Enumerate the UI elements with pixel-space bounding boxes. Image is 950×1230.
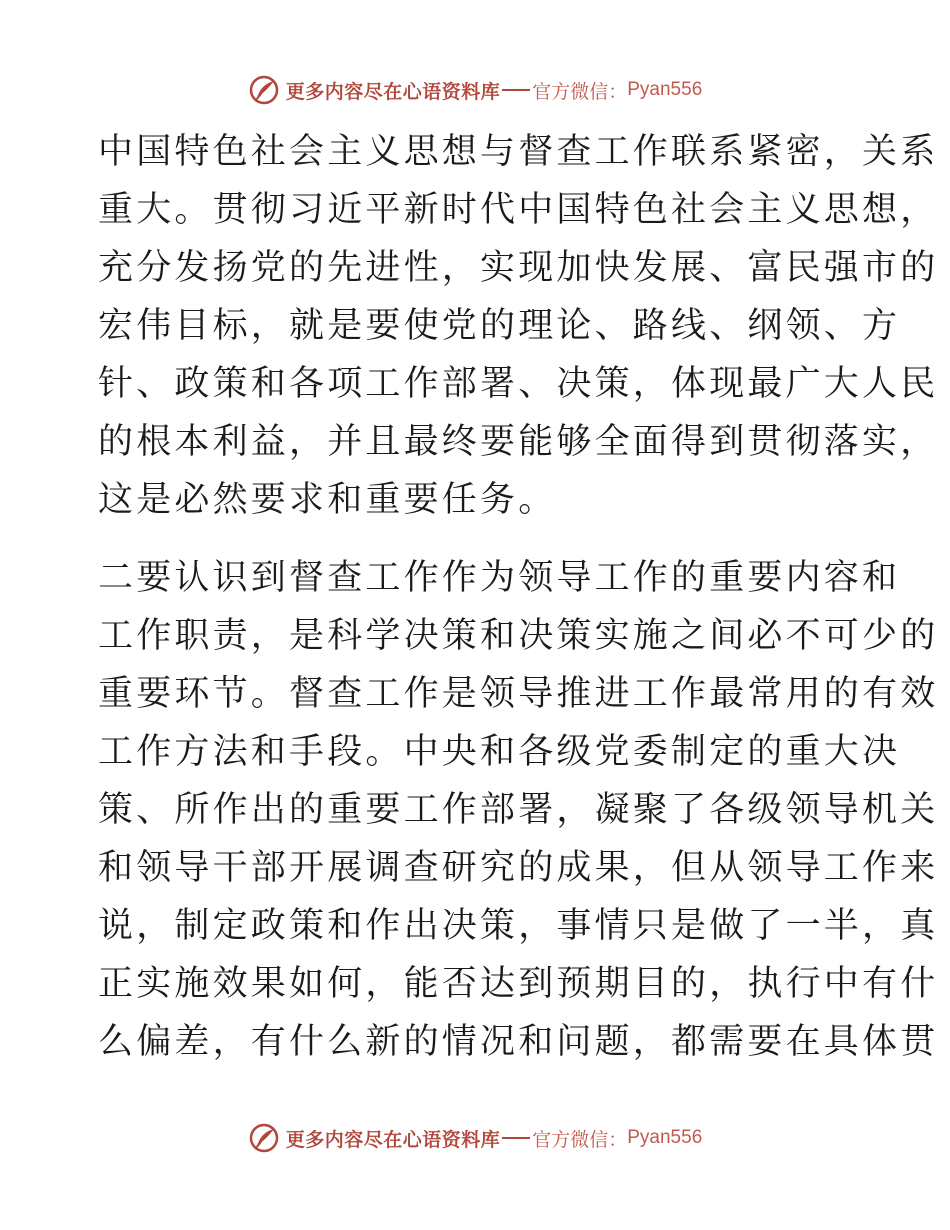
footer-banner-id: Pyan556 xyxy=(627,1127,703,1148)
paragraph-2 xyxy=(98,549,939,1071)
footer-watermark-banner xyxy=(0,1118,950,1158)
text-line: 重大。贯彻习近平新时代中国特色社会主义思想， xyxy=(98,190,939,230)
text-line: 针、政策和各项工作部署、决策，体现最广大人民 xyxy=(98,364,939,404)
text-line: 这是必然要求和重要任务。 xyxy=(98,480,557,520)
text-line: 中国特色社会主义思想与督查工作联系紧密，关系 xyxy=(98,132,939,172)
text-line: 宏伟目标，就是要使党的理论、路线、纲领、方 xyxy=(98,306,901,346)
header-banner-text: 更多内容尽在心语资料库 xyxy=(285,80,501,103)
header-banner-id: Pyan556 xyxy=(627,79,703,100)
document-body xyxy=(98,123,939,1071)
paragraph-1 xyxy=(98,123,939,529)
feather-logo-icon xyxy=(248,74,280,106)
text-line: 说，制定政策和作出决策，事情只是做了一半，真 xyxy=(98,906,939,946)
header-banner-sub: 官方微信： xyxy=(532,80,628,103)
feather-logo-icon xyxy=(248,1122,280,1154)
header-banner-dash xyxy=(502,89,530,91)
text-line: 二要认识到督查工作作为领导工作的重要内容和 xyxy=(98,558,901,598)
text-line: 正实施效果如何，能否达到预期目的，执行中有什 xyxy=(98,964,939,1004)
text-line: 的根本利益，并且最终要能够全面得到贯彻落实， xyxy=(98,422,939,462)
paragraph-gap xyxy=(98,529,850,549)
text-line: 工作职责，是科学决策和决策实施之间必不可少的 xyxy=(98,616,939,656)
footer-banner-dash xyxy=(502,1137,530,1139)
footer-banner-sub: 官方微信： xyxy=(532,1128,628,1151)
text-line: 工作方法和手段。中央和各级党委制定的重大决 xyxy=(98,732,901,772)
header-watermark-banner xyxy=(0,70,950,110)
text-line: 么偏差，有什么新的情况和问题，都需要在具体贯 xyxy=(98,1022,939,1062)
text-line: 策、所作出的重要工作部署，凝聚了各级领导机关 xyxy=(98,790,939,830)
footer-banner-text: 更多内容尽在心语资料库 xyxy=(285,1128,501,1151)
text-line: 重要环节。督查工作是领导推进工作最常用的有效 xyxy=(98,674,939,714)
text-line: 和领导干部开展调查研究的成果，但从领导工作来 xyxy=(98,848,939,888)
text-line: 充分发扬党的先进性，实现加快发展、富民强市的 xyxy=(98,248,939,288)
